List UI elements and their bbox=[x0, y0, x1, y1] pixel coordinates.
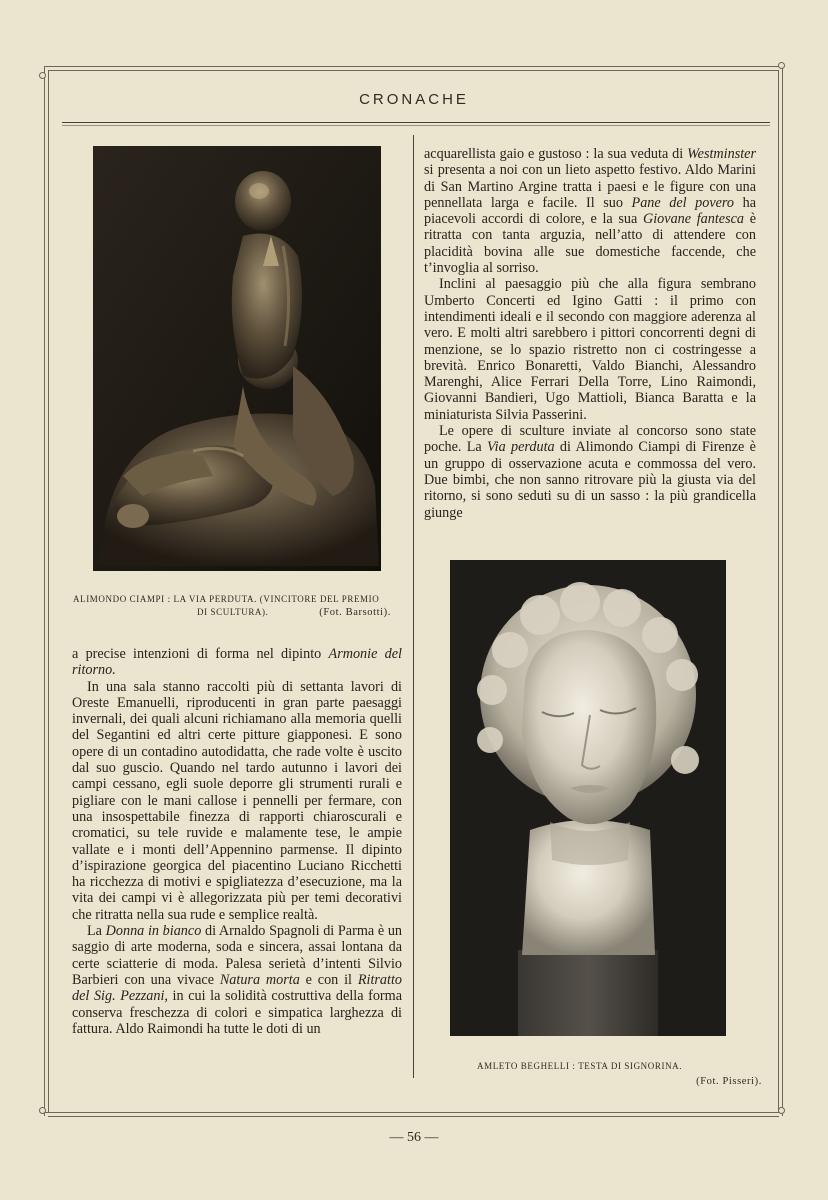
caption-line: ALIMONDO CIAMPI : LA VIA PERDUTA. (VINCITORE DEL PREMIO bbox=[73, 594, 380, 604]
frame-corner-ornament bbox=[39, 1107, 46, 1114]
paragraph: a precise intenzioni di forma nel dipinto Armonie del ritorno. bbox=[72, 646, 402, 679]
caption-line: DI SCULTURA). bbox=[197, 607, 269, 617]
paragraph: Inclini al paesaggio più che alla figura sembrano Umberto Concerti ed Igino Gatti : il primo con intendimenti ideali e il secondo con maggiore aderenza al vero. E molti altri sarebbero i pittori concorrenti degni di menzione, se lo spazio ristretto non ci costringesse a brevità. Enrico Bonaretti, Valdo Bianchi, Alessandro Marenghi, Alice Ferrari Della Torre, Lino Raimondi, Giovanni Bandieri, Ugo Mattioli, Bianca Baratta e la miniaturista Silvia Passerini. bbox=[424, 276, 756, 423]
photo-credit: (Fot. Pisseri). bbox=[696, 1076, 762, 1087]
frame-bottom-line bbox=[44, 1112, 783, 1113]
frame-corner-ornament bbox=[778, 62, 785, 69]
bronze-sculpture-illustration bbox=[93, 146, 381, 571]
frame-top-line-inner bbox=[48, 70, 779, 71]
column-divider bbox=[413, 135, 414, 1078]
frame-right-line bbox=[782, 66, 783, 1116]
header-rule bbox=[62, 122, 770, 123]
frame-top-line bbox=[44, 66, 783, 67]
header-rule-thin bbox=[62, 125, 770, 126]
frame-corner-ornament bbox=[778, 1107, 785, 1114]
frame-left-line bbox=[44, 66, 45, 1116]
right-column-text bbox=[424, 146, 756, 521]
page-header: CRONACHE bbox=[359, 91, 469, 108]
paragraph: In una sala stanno raccolti più di settanta lavori di Oreste Emanuelli, riproducenti in gran parte paesaggi invernali, dei quali alcuni richiamano alla memoria quelli del Segantini ed altri certe pitture giapponesi. E sono opere di un contadino autodidatta, che rade volte è uscito dal suo guscio. Quando nel tardo autunno i lavori dei campi cessano, egli suole deporre gli strumenti rurali e pigliare con le mani callose i pennelli per fermare, con una insospettabile finezza di rapporti chiaroscurali e cromatici, su tele ruvide e malamente tese, le ampie vallate e i monti dell’Appennino parmense. Il dipinto d’ispirazione georgica del piacentino Luciano Ricchetti ha ricchezza di motivi e spigliatezza d’esecuzione, ma la vita dei campi vi è allegorizzata più per temi decorativi che ritratta nella sua rude e semplice realtà. bbox=[72, 678, 402, 923]
frame-left-line-inner bbox=[48, 70, 49, 1113]
marble-bust-illustration bbox=[450, 560, 726, 1036]
frame-corner-ornament bbox=[39, 72, 46, 79]
paragraph: La Donna in bianco di Arnaldo Spagnoli di Parma è un saggio di arte moderna, soda e sincera, assai lontana da certe sciatterie di moda. Palesa serietà d’intenti Silvio Barbieri con una vivace Natura morta e con il Ritratto del Sig. Pezzani, in cui la solidità costruttiva della forma conserva freschezza di colori e simpatica larghezza di fattura. Aldo Raimondi ha tutte le doti di un bbox=[72, 923, 403, 1037]
paragraph: Le opere di sculture inviate al concorso sono state poche. La Via perduta di Alimondo Ciampi di Firenze è un gruppo di osservazione acuta e commossa del vero. Due bimbi, che non sanno ritrovare più la giusta via del ritorno, si sono seduti su di un sasso : la più grandicella giunge bbox=[424, 423, 756, 521]
frame-right-line-inner bbox=[778, 70, 779, 1113]
caption-line: AMLETO BEGHELLI : TESTA DI SIGNORINA. bbox=[477, 1061, 683, 1071]
left-photo-caption bbox=[73, 593, 391, 619]
frame-bottom-line-inner bbox=[48, 1116, 779, 1117]
sculpture-photo-via-perduta bbox=[93, 146, 381, 571]
sculpture-photo-testa-di-signorina bbox=[450, 560, 726, 1036]
paragraph: acquarellista gaio e gustoso : la sua veduta di Westminster si presenta a noi con un lieto aspetto festivo. Aldo Marini di San Martino Argine tratta i paesi e le figure con una pennellata larga e facile. Il suo Pane del povero ha piacevoli accordi di colore, e la sua Giovane fantesca è ritratta con tanta arguzia, nell’atto di attendere con placidità bovina alle sue domestiche faccende, che t’invoglia al sorriso. bbox=[424, 146, 756, 277]
photo-credit: (Fot. Barsotti). bbox=[319, 607, 391, 618]
page-number: — 56 — bbox=[389, 1130, 439, 1145]
right-photo-caption bbox=[477, 1060, 762, 1088]
left-column-text bbox=[72, 646, 402, 1037]
